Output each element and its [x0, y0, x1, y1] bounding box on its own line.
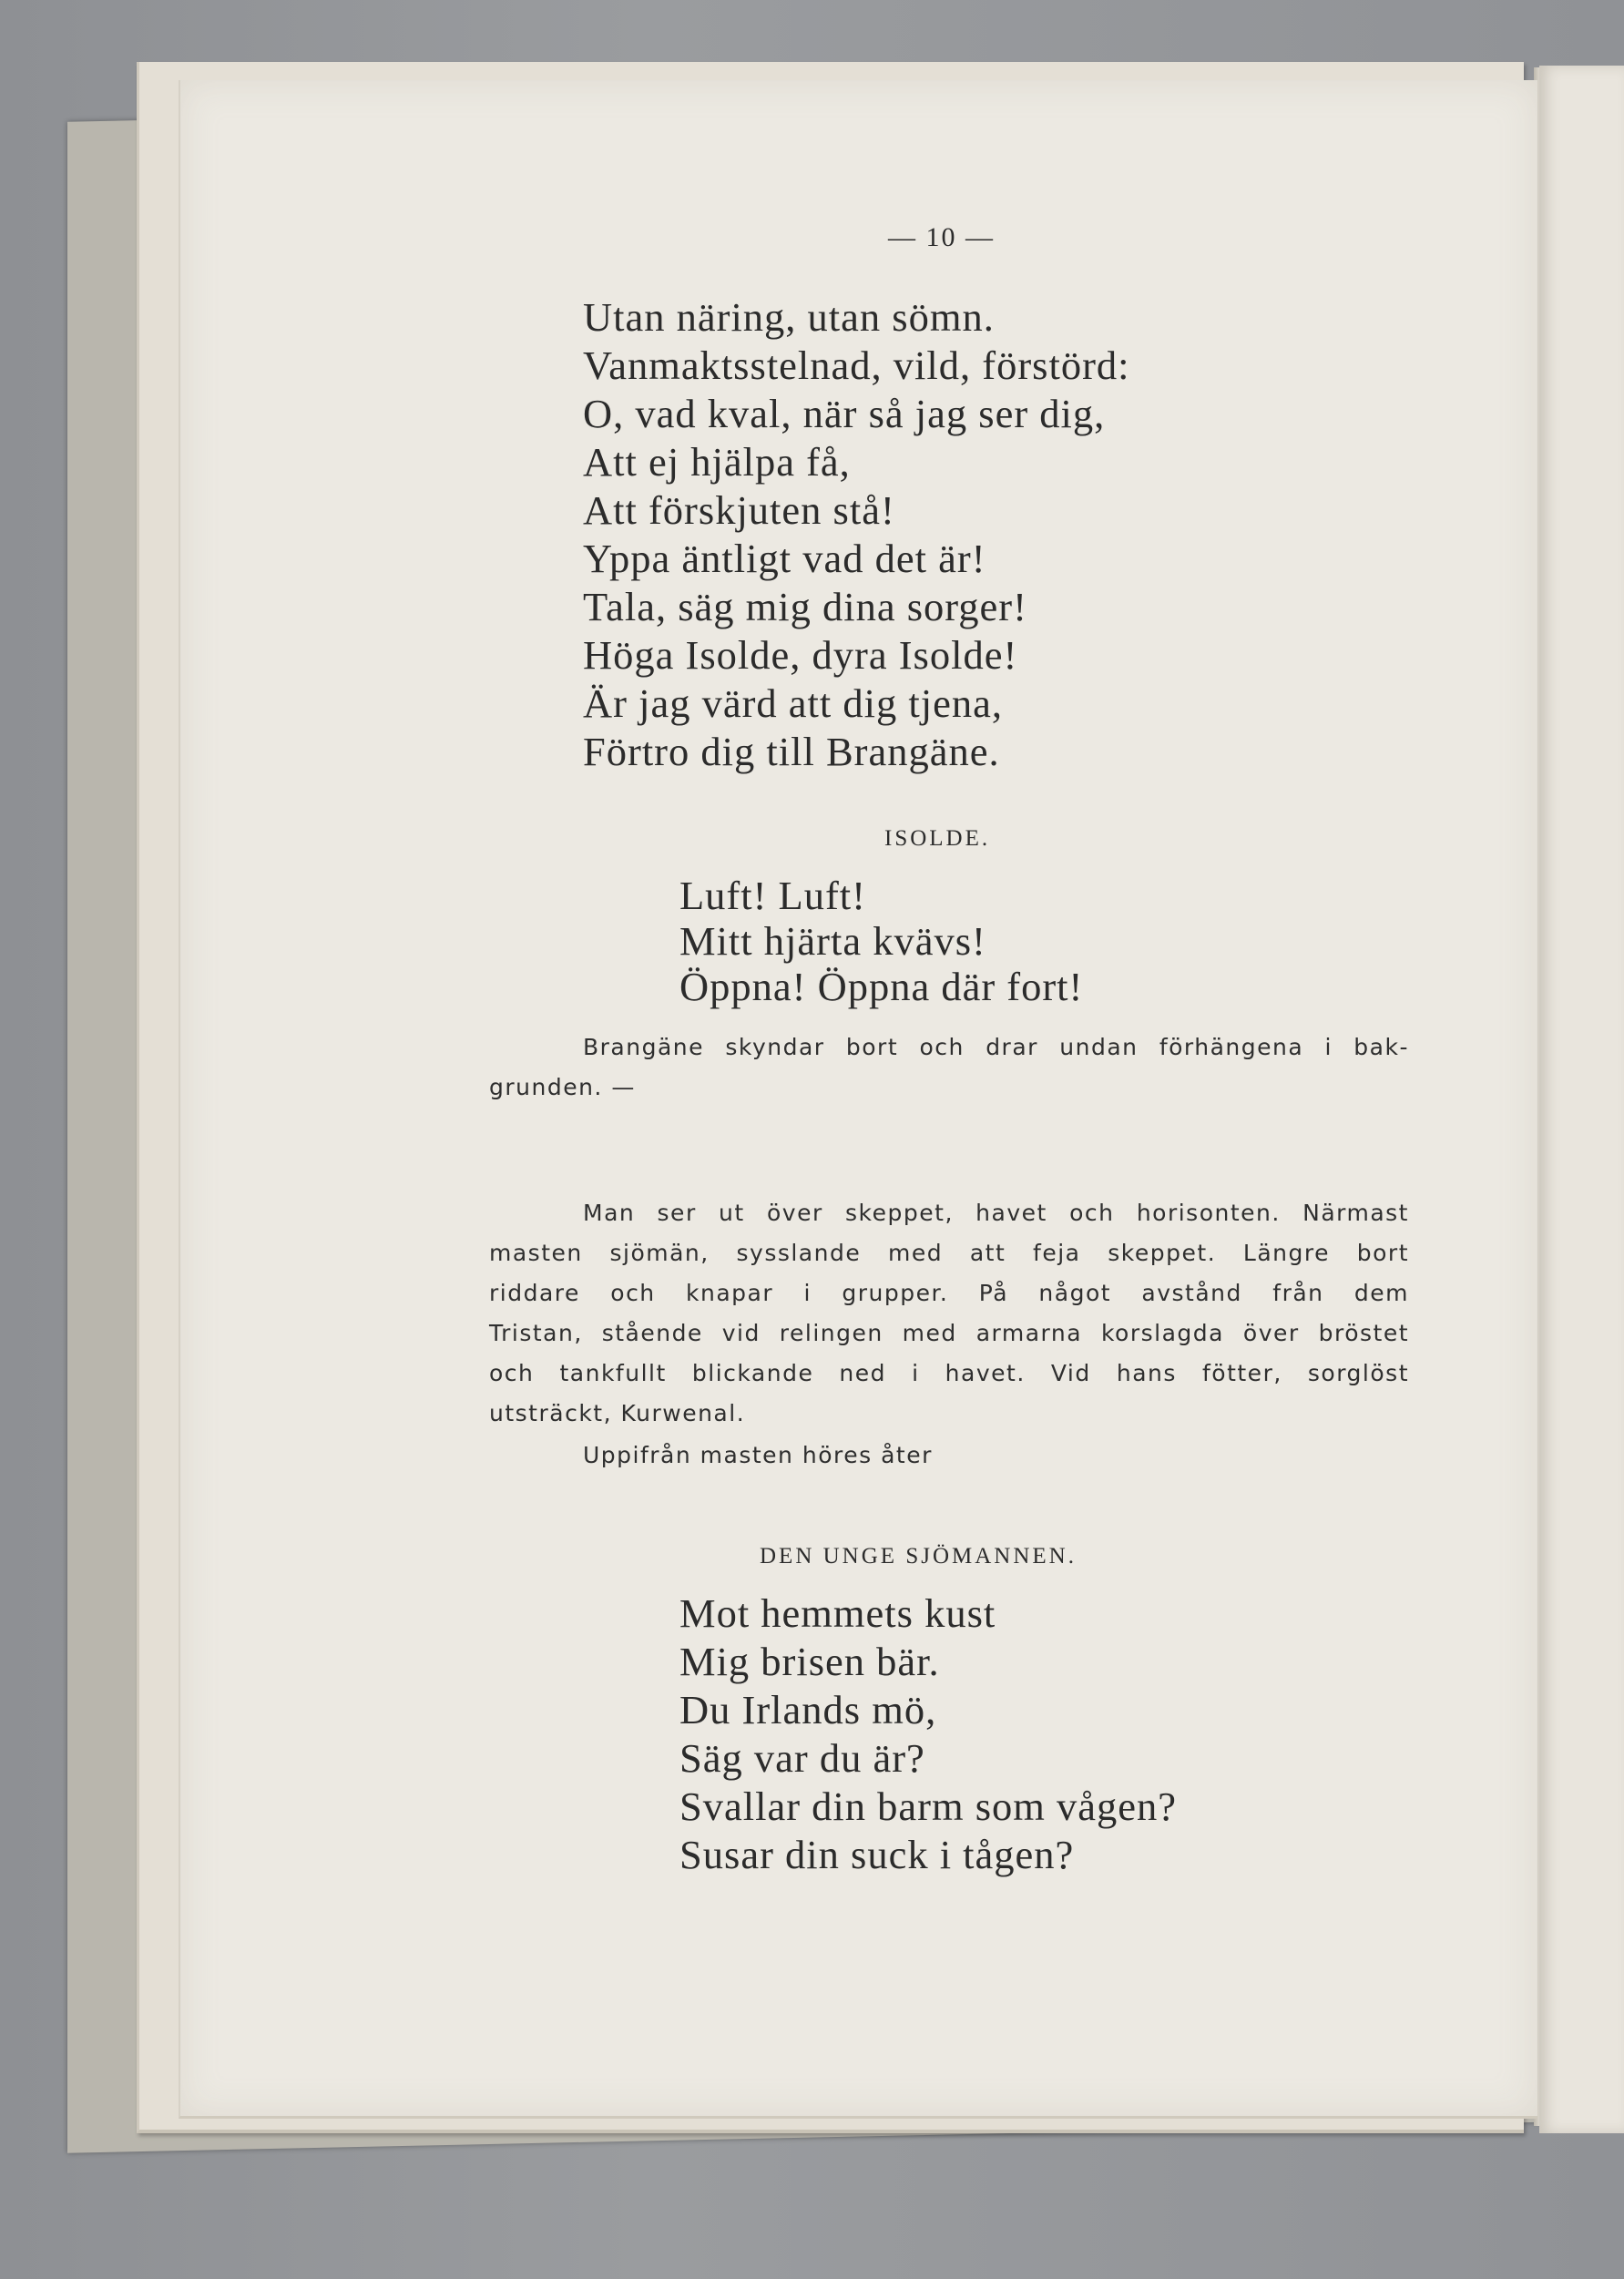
- verse-line: Mig brisen bär.: [679, 1639, 940, 1684]
- verse-block-isolde: [679, 873, 1083, 1009]
- verse-line: Att förskjuten stå!: [583, 487, 895, 533]
- speaker-name-sailor: DEN UNGE SJÖMANNEN.: [760, 1544, 1077, 1569]
- verse-line: Säg var du är?: [679, 1735, 925, 1781]
- verse-line: Du Irlands mö,: [679, 1687, 937, 1732]
- verse-line: Att ej hjälpa få,: [583, 439, 851, 485]
- stage-direction-curtains: [489, 1027, 1409, 1108]
- verse-line: Mitt hjärta kvävs!: [679, 918, 986, 964]
- verse-line: O, vad kval, när så jag ser dig,: [583, 391, 1106, 436]
- verse-line: Yppa äntligt vad det är!: [583, 536, 986, 581]
- verse-line: Mot hemmets kust: [679, 1590, 996, 1636]
- verse-line: Öppna! Öppna där fort!: [679, 964, 1084, 1009]
- stage-line: utsträckt, Kurwenal.: [489, 1400, 746, 1426]
- verse-line: Tala, säg mig dina sorger!: [583, 584, 1027, 629]
- verse-block-brangane: [583, 293, 1130, 776]
- verse-line: Luft! Luft!: [679, 873, 866, 918]
- stage-line: grunden. —: [489, 1074, 636, 1100]
- stage-line: riddare och knapar i grupper. På något avstånd från dem: [489, 1280, 1409, 1306]
- verse-line: Susar din suck i tågen?: [679, 1832, 1075, 1877]
- verse-line: Utan näring, utan sömn.: [583, 294, 995, 340]
- stage-line: Brangäne skyndar bort och drar undan förhängena i bak-: [583, 1034, 1409, 1060]
- stage-line: Man ser ut över skeppet, havet och horisonten. Närmast: [583, 1200, 1409, 1226]
- stage-line: och tankfullt blickande ned i havet. Vid hans fötter, sorglöst: [489, 1360, 1409, 1386]
- speaker-name-isolde: ISOLDE.: [884, 826, 991, 851]
- facing-page: [1539, 66, 1624, 2133]
- verse-line: Höga Isolde, dyra Isolde!: [583, 632, 1018, 678]
- verse-line: Förtro dig till Brangäne.: [583, 729, 1000, 774]
- verse-line: Är jag värd att dig tjena,: [583, 680, 1003, 726]
- verse-line: Vanmaktsstelnad, vild, förstörd:: [583, 342, 1130, 388]
- stage-direction-scene: [489, 1193, 1409, 1434]
- verse-block-sailor: [679, 1589, 1177, 1879]
- stage-line: masten sjömän, sysslande med att feja skeppet. Längre bort: [489, 1240, 1409, 1266]
- stage-direction-mast: Uppifrån masten höres åter: [583, 1442, 933, 1468]
- page-number: — 10 —: [888, 222, 995, 252]
- stage-line: Tristan, stående vid relingen med armarna korslagda över bröstet: [489, 1320, 1409, 1346]
- verse-line: Svallar din barm som vågen?: [679, 1783, 1178, 1829]
